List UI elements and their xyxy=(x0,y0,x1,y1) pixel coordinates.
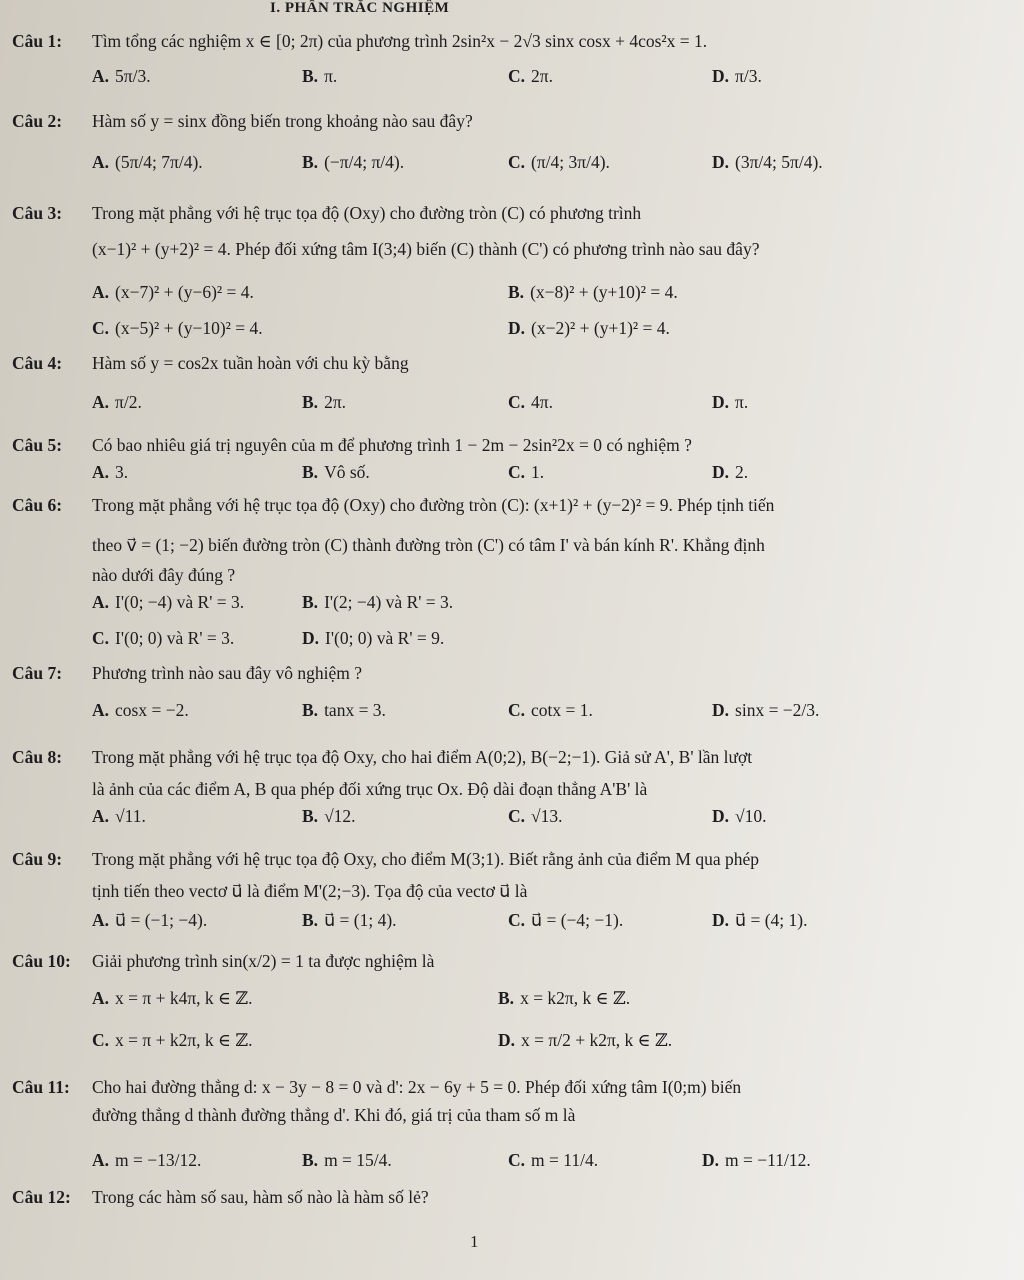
option-a[interactable]: A. I'(0; −4) và R' = 3. xyxy=(92,592,245,612)
question-stem-line-3: nào dưới đây đúng ? xyxy=(92,565,236,585)
question-number: Câu 3: xyxy=(12,203,63,223)
question-stem: Phương trình nào sau đây vô nghiệm ? xyxy=(92,663,363,683)
question-stem: Trong mặt phẳng với hệ trục tọa độ (Oxy) cho đường tròn (C) có phương trình xyxy=(92,203,642,223)
option-a[interactable]: A. m = −13/12. xyxy=(92,1150,202,1170)
question-number: Câu 12: xyxy=(12,1187,71,1207)
question-number: Câu 2: xyxy=(12,111,63,131)
question-1 xyxy=(12,28,1002,54)
options-row xyxy=(92,1030,992,1060)
option-b[interactable]: B. 2π. xyxy=(302,392,347,412)
option-a[interactable]: A. √11. xyxy=(92,806,146,826)
options-row xyxy=(92,910,992,940)
question-5 xyxy=(12,432,1002,458)
question-number: Câu 4: xyxy=(12,353,63,373)
option-d[interactable]: D. sinx = −2/3. xyxy=(712,700,820,720)
question-number: Câu 9: xyxy=(12,849,63,869)
question-number: Câu 10: xyxy=(12,951,71,971)
question-10 xyxy=(12,948,1002,974)
question-4 xyxy=(12,350,1002,376)
option-a[interactable]: A. cosx = −2. xyxy=(92,700,189,720)
option-b[interactable]: B. √12. xyxy=(302,806,356,826)
option-d[interactable]: D. √10. xyxy=(712,806,767,826)
option-a[interactable]: A. u⃗ = (−1; −4). xyxy=(92,910,208,930)
options-row xyxy=(92,282,992,312)
option-d[interactable]: D. (x−2)² + (y+1)² = 4. xyxy=(508,318,670,338)
option-b[interactable]: B. x = k2π, k ∈ ℤ. xyxy=(498,988,631,1008)
question-stem: Trong mặt phẳng với hệ trục tọa độ Oxy, cho hai điểm A(0;2), B(−2;−1). Giả sử A', B' lần lượt xyxy=(92,747,753,767)
option-c[interactable]: C. (x−5)² + (y−10)² = 4. xyxy=(92,318,263,338)
option-c[interactable]: C. √13. xyxy=(508,806,563,826)
option-a[interactable]: A. π/2. xyxy=(92,392,142,412)
question-6 xyxy=(12,492,1002,588)
option-c[interactable]: C. cotx = 1. xyxy=(508,700,593,720)
option-a[interactable]: A. x = π + k4π, k ∈ ℤ. xyxy=(92,988,253,1008)
question-stem: Trong mặt phẳng với hệ trục tọa độ (Oxy) cho đường tròn (C): (x+1)² + (y−2)² = 9. Phép tịnh tiến xyxy=(92,495,775,515)
question-stem-line-2: tịnh tiến theo vectơ u⃗ là điểm M'(2;−3). Tọa độ của vectơ u⃗ là xyxy=(92,881,528,901)
question-number: Câu 8: xyxy=(12,747,63,767)
option-c[interactable]: C. 4π. xyxy=(508,392,553,412)
question-number: Câu 6: xyxy=(12,495,63,515)
options-row xyxy=(92,700,992,730)
option-d[interactable]: D. m = −11/12. xyxy=(702,1150,811,1170)
question-number: Câu 1: xyxy=(12,31,63,51)
question-11 xyxy=(12,1074,1002,1128)
question-stem: Tìm tổng các nghiệm x ∈ [0; 2π) của phương trình 2sin²x − 2√3 sinx cosx + 4cos²x = 1. xyxy=(92,31,708,51)
question-stem: Giải phương trình sin(x/2) = 1 ta được nghiệm là xyxy=(92,951,435,971)
question-stem-line-2: theo v⃗ = (1; −2) biến đường tròn (C) thành đường tròn (C') có tâm I' và bán kính R'. Khẳng định xyxy=(92,535,765,555)
option-b[interactable]: B. (−π/4; π/4). xyxy=(302,152,405,172)
question-number: Câu 5: xyxy=(12,435,63,455)
option-b[interactable]: B. u⃗ = (1; 4). xyxy=(302,910,397,930)
option-c[interactable]: C. 2π. xyxy=(508,66,553,86)
option-c[interactable]: C. 1. xyxy=(508,462,545,482)
question-number: Câu 7: xyxy=(12,663,63,683)
question-stem: Hàm số y = sinx đồng biến trong khoảng nào sau đây? xyxy=(92,111,473,131)
option-a[interactable]: A. 3. xyxy=(92,462,129,482)
option-a[interactable]: A. (5π/4; 7π/4). xyxy=(92,152,203,172)
option-c[interactable]: C. I'(0; 0) và R' = 3. xyxy=(92,628,235,648)
question-7 xyxy=(12,660,1002,686)
options-row xyxy=(92,806,992,836)
option-d[interactable]: D. u⃗ = (4; 1). xyxy=(712,910,808,930)
options-row xyxy=(92,988,992,1018)
question-2 xyxy=(12,108,1002,134)
question-stem: Trong các hàm số sau, hàm số nào là hàm số lẻ? xyxy=(92,1187,429,1207)
option-c[interactable]: C. x = π + k2π, k ∈ ℤ. xyxy=(92,1030,253,1050)
options-row xyxy=(92,318,992,348)
question-number: Câu 11: xyxy=(12,1077,70,1097)
option-c[interactable]: C. m = 11/4. xyxy=(508,1150,599,1170)
option-d[interactable]: D. I'(0; 0) và R' = 9. xyxy=(302,628,445,648)
options-row xyxy=(92,592,992,622)
option-d[interactable]: D. x = π/2 + k2π, k ∈ ℤ. xyxy=(498,1030,673,1050)
options-row xyxy=(92,152,992,182)
question-stem: Có bao nhiêu giá trị nguyên của m để phương trình 1 − 2m − 2sin²2x = 0 có nghiệm ? xyxy=(92,435,692,455)
question-stem: Hàm số y = cos2x tuần hoàn với chu kỳ bằng xyxy=(92,353,409,373)
question-stem-line-2: là ảnh của các điểm A, B qua phép đối xứng trục Ox. Độ dài đoạn thẳng A'B' là xyxy=(92,779,648,799)
question-3 xyxy=(12,200,1002,262)
option-c[interactable]: C. u⃗ = (−4; −1). xyxy=(508,910,624,930)
question-12 xyxy=(12,1184,1002,1210)
question-8 xyxy=(12,744,1002,802)
page-number: 1 xyxy=(470,1232,479,1251)
section-title: I. PHẦN TRẮC NGHIỆM xyxy=(270,0,450,16)
question-stem: Cho hai đường thẳng d: x − 3y − 8 = 0 và d': 2x − 6y + 5 = 0. Phép đối xứng tâm I(0;m) biến xyxy=(92,1077,742,1097)
options-row xyxy=(92,462,992,492)
option-d[interactable]: D. 2. xyxy=(712,462,749,482)
options-row xyxy=(92,628,992,658)
option-b[interactable]: B. (x−8)² + (y+10)² = 4. xyxy=(508,282,678,302)
options-row xyxy=(92,392,992,422)
option-d[interactable]: D. π/3. xyxy=(712,66,762,86)
option-d[interactable]: D. (3π/4; 5π/4). xyxy=(712,152,823,172)
option-d[interactable]: D. π. xyxy=(712,392,749,412)
option-b[interactable]: B. m = 15/4. xyxy=(302,1150,392,1170)
option-a[interactable]: A. 5π/3. xyxy=(92,66,151,86)
question-stem: Trong mặt phẳng với hệ trục tọa độ Oxy, cho điểm M(3;1). Biết rằng ảnh của điểm M qua phép xyxy=(92,849,759,869)
question-9 xyxy=(12,846,1002,904)
options-row xyxy=(92,1150,992,1180)
option-b[interactable]: B. I'(2; −4) và R' = 3. xyxy=(302,592,454,612)
option-a[interactable]: A. (x−7)² + (y−6)² = 4. xyxy=(92,282,254,302)
option-b[interactable]: B. π. xyxy=(302,66,338,86)
question-stem-line-2: (x−1)² + (y+2)² = 4. Phép đối xứng tâm I(3;4) biến (C) thành (C') có phương trình nào sau đây? xyxy=(92,239,760,259)
question-stem-line-2: đường thẳng d thành đường thẳng d'. Khi đó, giá trị của tham số m là xyxy=(92,1105,576,1125)
options-row xyxy=(92,66,992,96)
option-b[interactable]: B. tanx = 3. xyxy=(302,700,386,720)
option-c[interactable]: C. (π/4; 3π/4). xyxy=(508,152,610,172)
option-b[interactable]: B. Vô số. xyxy=(302,462,370,482)
